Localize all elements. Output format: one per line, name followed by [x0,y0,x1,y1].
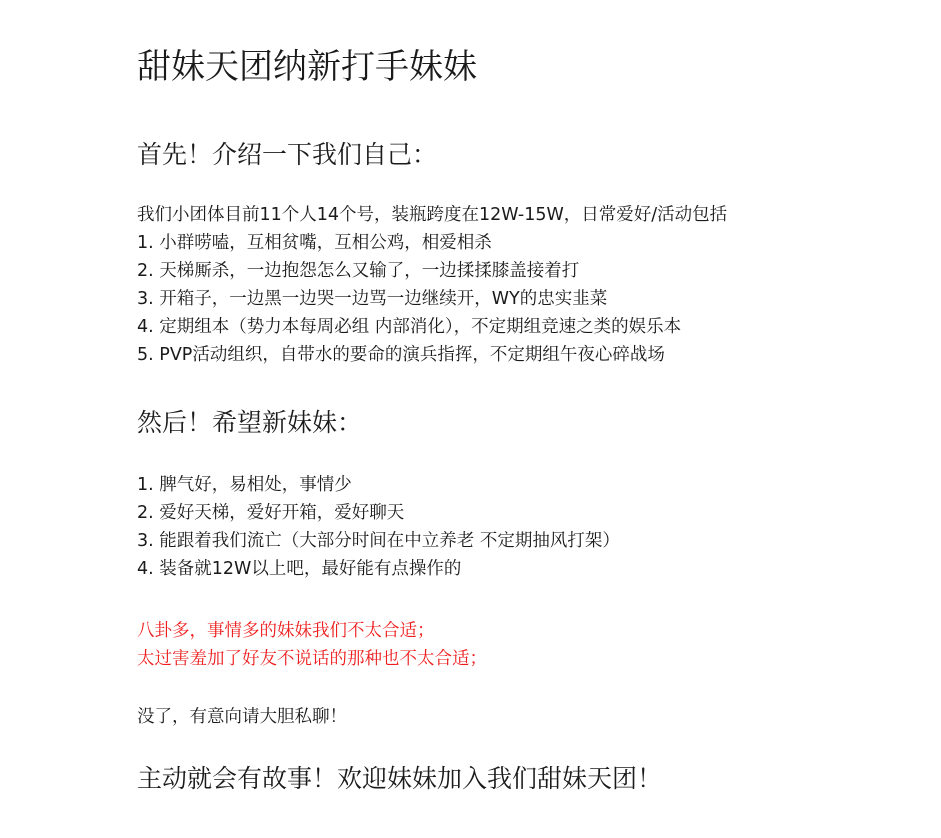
intro-line: 4. 定期组本（势力本每周必组 内部消化），不定期组竞速之类的娱乐本 [137,317,682,337]
warning-text [137,617,487,673]
closing-heading: 主动就会有故事！欢迎妹妹加入我们甜妹天团！ [137,764,663,793]
ending-text [137,703,347,731]
requirements-heading: 然后！希望新妹妹： [137,408,363,437]
ending-line: 没了，有意向请大胆私聊！ [137,707,347,727]
requirement-item: 2. 爱好天梯，爱好开箱，爱好聊天 [137,503,405,523]
requirement-item: 3. 能跟着我们流亡（大部分时间在中立养老 不定期抽风打架） [137,531,620,551]
intro-heading: 首先！介绍一下我们自己： [137,140,438,169]
requirement-item: 4. 装备就12W以上吧，最好能有点操作的 [137,559,462,579]
intro-line: 1. 小群唠嗑，互相贫嘴，互相公鸡，相爱相杀 [137,233,492,253]
requirement-item: 1. 脾气好，易相处，事情少 [137,475,352,495]
requirements-list [137,471,620,583]
post-title: 甜妹天团纳新打手妹妹 [137,47,477,87]
warning-line: 太过害羞加了好友不说话的那种也不太合适； [137,649,487,669]
intro-paragraph [137,201,727,369]
intro-line: 我们小团体目前11个人14个号，装瓶跨度在12W-15W，日常爱好/活动包括 [137,205,728,225]
intro-line: 3. 开箱子，一边黑一边哭一边骂一边继续开，WY的忠实韭菜 [137,289,608,309]
warning-line: 八卦多，事情多的妹妹我们不太合适； [137,621,435,641]
intro-line: 2. 天梯厮杀，一边抱怨怎么又输了，一边揉揉膝盖接着打 [137,261,580,281]
intro-line: 5. PVP活动组织，自带水的要命的演兵指挥，不定期组午夜心碎战场 [137,345,665,365]
